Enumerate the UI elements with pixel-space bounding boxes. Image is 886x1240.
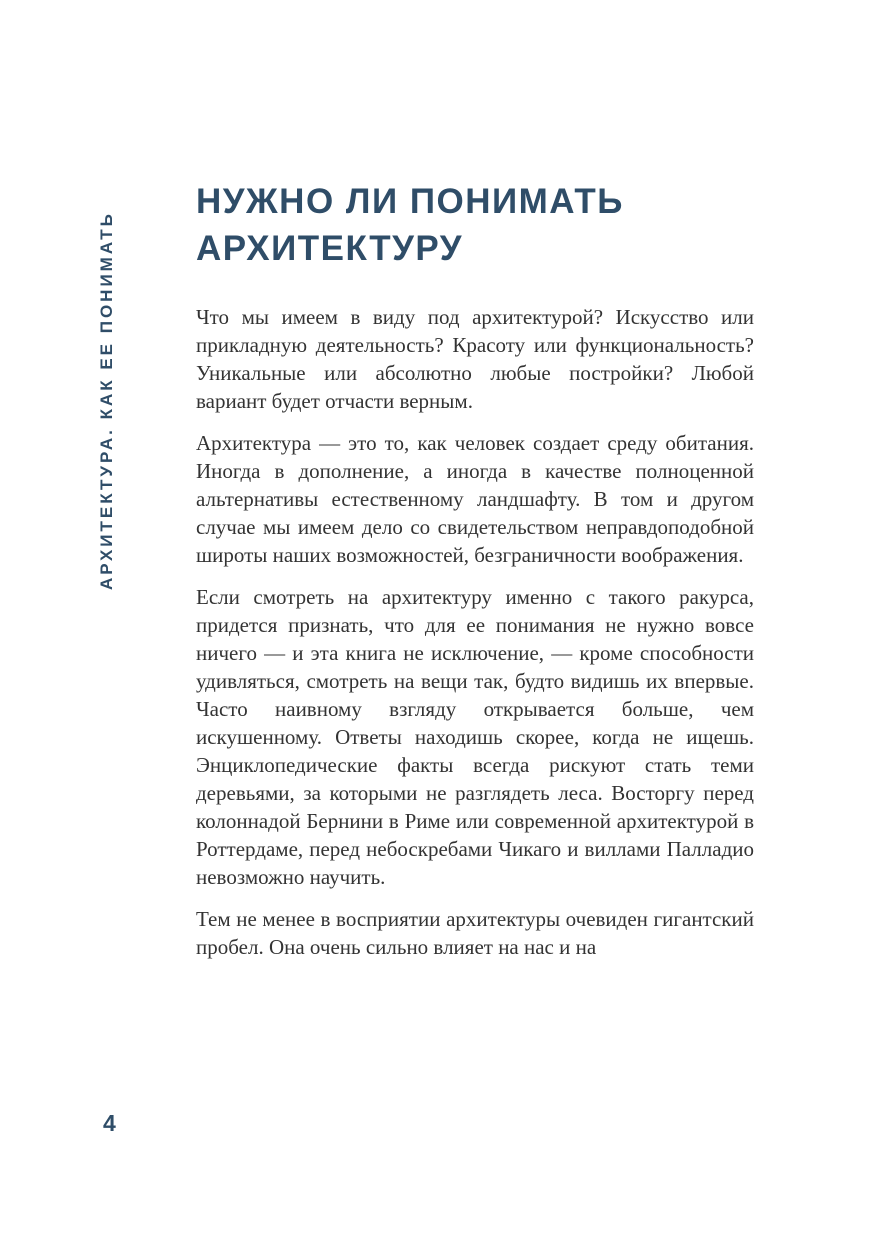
chapter-heading xyxy=(196,179,624,273)
paragraph: Архитектура — это то, как человек создает среду обитания. Иногда в дополнение, а иногда в качестве полноценной альтернативы естественному ландшафту. В том и другом случае мы имеем дело со свидетельством неправдоподобной широты наших возможностей, безграничности воображения. xyxy=(196,431,754,567)
paragraph: Если смотреть на архитектуру именно с такого ракурса, придется признать, что для ее понимания не нужно вовсе ничего — и эта книга не исключение, — кроме способности удивляться, смотреть на вещи так, будто видишь их впервые. Часто наивному взгляду открывается больше, чем искушенному. Ответы находишь скорее, когда не ищешь. Энциклопедические факты всегда рискуют стать теми деревьями, за которыми не разглядеть леса. Восторгу перед колоннадой Бернини в Риме или современной архитектурой в Роттердаме, перед небоскребами Чикаго и виллами Палладио невозможно научить. xyxy=(196,585,754,889)
chapter-heading-line-1: НУЖНО ЛИ ПОНИМАТЬ xyxy=(196,182,624,222)
paragraph: Тем не менее в восприятии архитектуры очевиден гигантский пробел. Она очень сильно влияет на нас и на xyxy=(196,907,754,959)
body-text xyxy=(196,303,754,975)
vertical-book-title: АРХИТЕКТУРА. КАК ЕЕ ПОНИМАТЬ xyxy=(97,211,116,590)
chapter-heading-line-2: АРХИТЕКТУРУ xyxy=(196,229,464,269)
paragraph: Что мы имеем в виду под архитектурой? Искусство или прикладную деятельность? Красоту или функциональность? Уникальные или абсолютно любые постройки? Любой вариант будет отчасти верным. xyxy=(196,305,754,413)
page-number: 4 xyxy=(103,1110,116,1136)
